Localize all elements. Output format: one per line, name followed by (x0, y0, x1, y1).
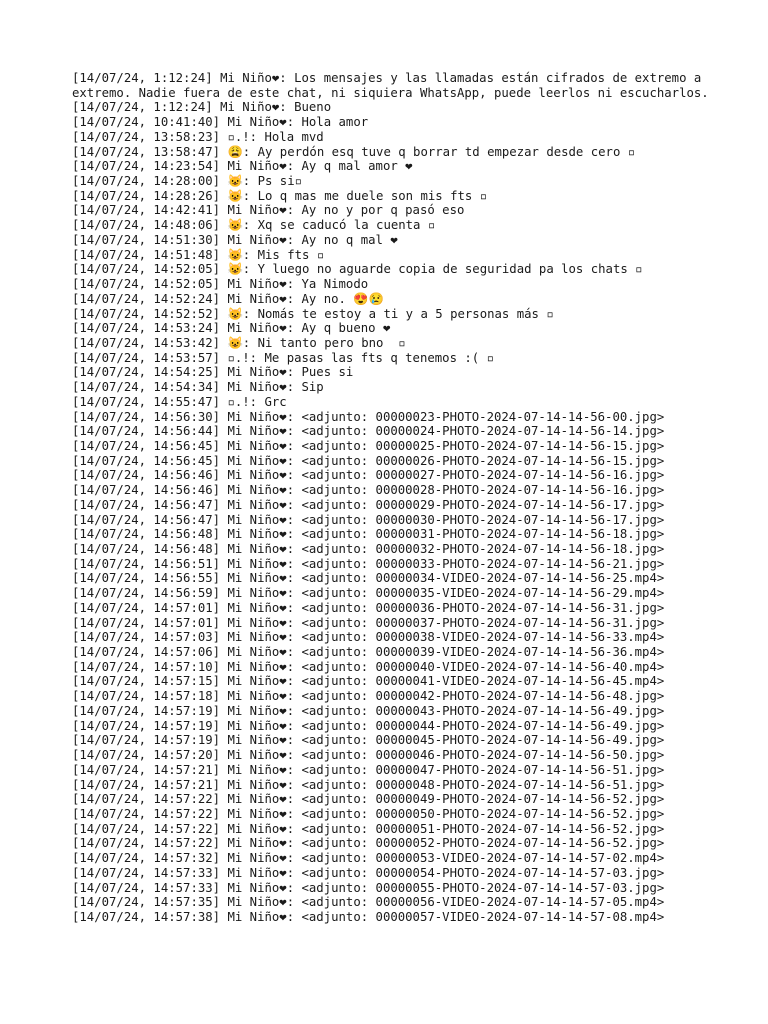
chat-message-line: [14/07/24, 14:52:52] 😺: Nomás te estoy a ti y a 5 personas más ▫ (72, 306, 554, 321)
chat-message-line: ‎[14/07/24, 14:57:21] Mi Niño❤: <adjunto: 00000048-PHOTO-2024-07-14-14-56-51.jpg> (72, 777, 665, 792)
chat-message-line: ‎[14/07/24, 14:56:47] Mi Niño❤: <adjunto: 00000029-PHOTO-2024-07-14-14-56-17.jpg> (72, 497, 665, 512)
chat-message-line: [14/07/24, 13:58:47] 😩: Ay perdón esq tuve q borrar td empezar desde cero ▫ (72, 144, 636, 159)
chat-message-line: ‎[14/07/24, 14:52:05] Mi Niño❤: Ya Nimodo (72, 277, 369, 292)
chat-message-line: ‎[14/07/24, 14:56:48] Mi Niño❤: <adjunto: 00000031-PHOTO-2024-07-14-14-56-18.jpg> (72, 527, 665, 542)
chat-message-line: ‎[14/07/24, 14:56:44] Mi Niño❤: <adjunto: 00000024-PHOTO-2024-07-14-14-56-14.jpg> (72, 424, 665, 439)
chat-message-line: ‎[14/07/24, 10:41:40] Mi Niño❤: Hola amor (72, 115, 369, 130)
chat-message-line: ‎[14/07/24, 14:56:51] Mi Niño❤: <adjunto: 00000033-PHOTO-2024-07-14-14-56-21.jpg> (72, 556, 665, 571)
chat-message-line: [14/07/24, 14:53:57] ▫.!: Me pasas las fts q tenemos :( ▫ (72, 350, 494, 365)
chat-message-line: ‎[14/07/24, 14:53:24] Mi Niño❤: Ay q bueno ❤ (72, 321, 391, 336)
chat-message-line: [14/07/24, 14:28:26] 😺: Lo q mas me duele son mis fts ▫ (72, 188, 488, 203)
chat-message-line: ‎[14/07/24, 14:57:21] Mi Niño❤: <adjunto: 00000047-PHOTO-2024-07-14-14-56-51.jpg> (72, 762, 665, 777)
chat-message-line: ‎[14/07/24, 14:56:46] Mi Niño❤: <adjunto: 00000028-PHOTO-2024-07-14-14-56-16.jpg> (72, 483, 665, 498)
chat-message-line: [14/07/24, 14:52:05] 😺: Y luego no aguarde copia de seguridad pa los chats ▫ (72, 262, 643, 277)
chat-message-line: ‎[14/07/24, 14:57:01] Mi Niño❤: <adjunto: 00000036-PHOTO-2024-07-14-14-56-31.jpg> (72, 600, 665, 615)
chat-message-line: ‎[14/07/24, 14:56:59] Mi Niño❤: <adjunto: 00000035-VIDEO-2024-07-14-14-56-29.mp4> (72, 586, 665, 601)
chat-message-line: ‎[14/07/24, 14:56:47] Mi Niño❤: <adjunto: 00000030-PHOTO-2024-07-14-14-56-17.jpg> (72, 512, 665, 527)
chat-message-line: ‎[14/07/24, 14:54:25] Mi Niño❤: Pues si (72, 365, 354, 380)
chat-message-line: ‎[14/07/24, 14:56:45] Mi Niño❤: <adjunto: 00000025-PHOTO-2024-07-14-14-56-15.jpg> (72, 438, 665, 453)
chat-message-line: ‎[14/07/24, 14:57:15] Mi Niño❤: <adjunto: 00000041-VIDEO-2024-07-14-14-56-45.mp4> (72, 674, 665, 689)
chat-message-line: ‎[14/07/24, 14:57:06] Mi Niño❤: <adjunto: 00000039-VIDEO-2024-07-14-14-56-36.mp4> (72, 645, 665, 660)
chat-message-line: ‎[14/07/24, 14:57:35] Mi Niño❤: <adjunto: 00000056-VIDEO-2024-07-14-14-57-05.mp4> (72, 895, 665, 910)
chat-message-line: ‎[14/07/24, 14:57:10] Mi Niño❤: <adjunto: 00000040-VIDEO-2024-07-14-14-56-40.mp4> (72, 659, 665, 674)
chat-message-line: ‎[14/07/24, 14:57:22] Mi Niño❤: <adjunto: 00000049-PHOTO-2024-07-14-14-56-52.jpg> (72, 792, 665, 807)
chat-message-line: [14/07/24, 14:53:42] 😺: Ni tanto pero bno ▫ (72, 335, 406, 350)
chat-message-line: [14/07/24, 14:23:54] Mi Niño❤: Ay q mal amor ❤ (72, 159, 413, 174)
chat-message-line: ‎[14/07/24, 14:57:18] Mi Niño❤: <adjunto: 00000042-PHOTO-2024-07-14-14-56-48.jpg> (72, 689, 665, 704)
chat-message-line: [14/07/24, 14:55:47] ▫.!: Grc (72, 394, 287, 409)
chat-message-line: ‎[14/07/24, 14:57:19] Mi Niño❤: <adjunto: 00000043-PHOTO-2024-07-14-14-56-49.jpg> (72, 703, 665, 718)
chat-message-line: ‎[14/07/24, 14:56:46] Mi Niño❤: <adjunto: 00000027-PHOTO-2024-07-14-14-56-16.jpg> (72, 468, 665, 483)
chat-message-line: ‎[14/07/24, 1:12:24] Mi Niño❤: Bueno (72, 100, 332, 115)
chat-message-line: ‎[14/07/24, 14:57:01] Mi Niño❤: <adjunto: 00000037-PHOTO-2024-07-14-14-56-31.jpg> (72, 615, 665, 630)
chat-message-line: ‎[14/07/24, 14:57:22] Mi Niño❤: <adjunto: 00000050-PHOTO-2024-07-14-14-56-52.jpg> (72, 806, 665, 821)
chat-message-line: ‎[14/07/24, 14:56:55] Mi Niño❤: <adjunto: 00000034-VIDEO-2024-07-14-14-56-25.mp4> (72, 571, 665, 586)
chat-message-line: ‎[14/07/24, 14:57:33] Mi Niño❤: <adjunto: 00000055-PHOTO-2024-07-14-14-57-03.jpg> (72, 880, 665, 895)
chat-message-line: ‎[14/07/24, 14:42:41] Mi Niño❤: Ay no y por q pasó eso (72, 203, 465, 218)
chat-message-line: [14/07/24, 14:52:24] Mi Niño❤: Ay no. 😍😢 (72, 291, 384, 306)
chat-message-line: [14/07/24, 14:28:00] 😺: Ps si▫ (72, 174, 303, 189)
chat-transcript (72, 71, 712, 925)
chat-message-line: ‎[14/07/24, 14:57:19] Mi Niño❤: <adjunto: 00000045-PHOTO-2024-07-14-14-56-49.jpg> (72, 733, 665, 748)
chat-message-line: ‎[14/07/24, 14:56:45] Mi Niño❤: <adjunto: 00000026-PHOTO-2024-07-14-14-56-15.jpg> (72, 453, 665, 468)
chat-message-line: ‎[14/07/24, 14:57:38] Mi Niño❤: <adjunto: 00000057-VIDEO-2024-07-14-14-57-08.mp4> (72, 909, 665, 924)
chat-message-line: ‎[14/07/24, 14:57:32] Mi Niño❤: <adjunto: 00000053-VIDEO-2024-07-14-14-57-02.mp4> (72, 851, 665, 866)
chat-message-line: ‎[14/07/24, 1:12:24] Mi Niño❤: Los mensajes y las llamadas están cifrados de extremo a extremo. Nadie fuera de este chat, ni siquiera WhatsApp, puede leerlos ni escucharlos. (72, 71, 709, 100)
chat-message-line: ‎[14/07/24, 14:56:48] Mi Niño❤: <adjunto: 00000032-PHOTO-2024-07-14-14-56-18.jpg> (72, 542, 665, 556)
chat-message-line: [14/07/24, 13:58:23] ▫.!: Hola mvd (72, 129, 324, 144)
chat-message-line: ‎[14/07/24, 14:57:03] Mi Niño❤: <adjunto: 00000038-VIDEO-2024-07-14-14-56-33.mp4> (72, 630, 665, 645)
chat-message-line: ‎[14/07/24, 14:57:19] Mi Niño❤: <adjunto: 00000044-PHOTO-2024-07-14-14-56-49.jpg> (72, 718, 665, 733)
chat-message-line: ‎[14/07/24, 14:56:30] Mi Niño❤: <adjunto: 00000023-PHOTO-2024-07-14-14-56-00.jpg> (72, 409, 665, 424)
chat-message-line: [14/07/24, 14:51:30] Mi Niño❤: Ay no q mal ❤ (72, 232, 398, 247)
chat-message-line: ‎[14/07/24, 14:54:34] Mi Niño❤: Sip (72, 380, 324, 395)
chat-message-line: ‎[14/07/24, 14:57:22] Mi Niño❤: <adjunto: 00000052-PHOTO-2024-07-14-14-56-52.jpg> (72, 836, 665, 851)
chat-message-line: [14/07/24, 14:48:06] 😺: Xq se caducó la cuenta ▫ (72, 218, 436, 233)
chat-message-line: ‎[14/07/24, 14:57:22] Mi Niño❤: <adjunto: 00000051-PHOTO-2024-07-14-14-56-52.jpg> (72, 821, 665, 836)
chat-message-line: ‎[14/07/24, 14:57:33] Mi Niño❤: <adjunto: 00000054-PHOTO-2024-07-14-14-57-03.jpg> (72, 865, 665, 880)
chat-message-line: ‎[14/07/24, 14:57:20] Mi Niño❤: <adjunto: 00000046-PHOTO-2024-07-14-14-56-50.jpg> (72, 748, 665, 763)
chat-message-line: [14/07/24, 14:51:48] 😺: Mis fts ▫ (72, 247, 325, 262)
